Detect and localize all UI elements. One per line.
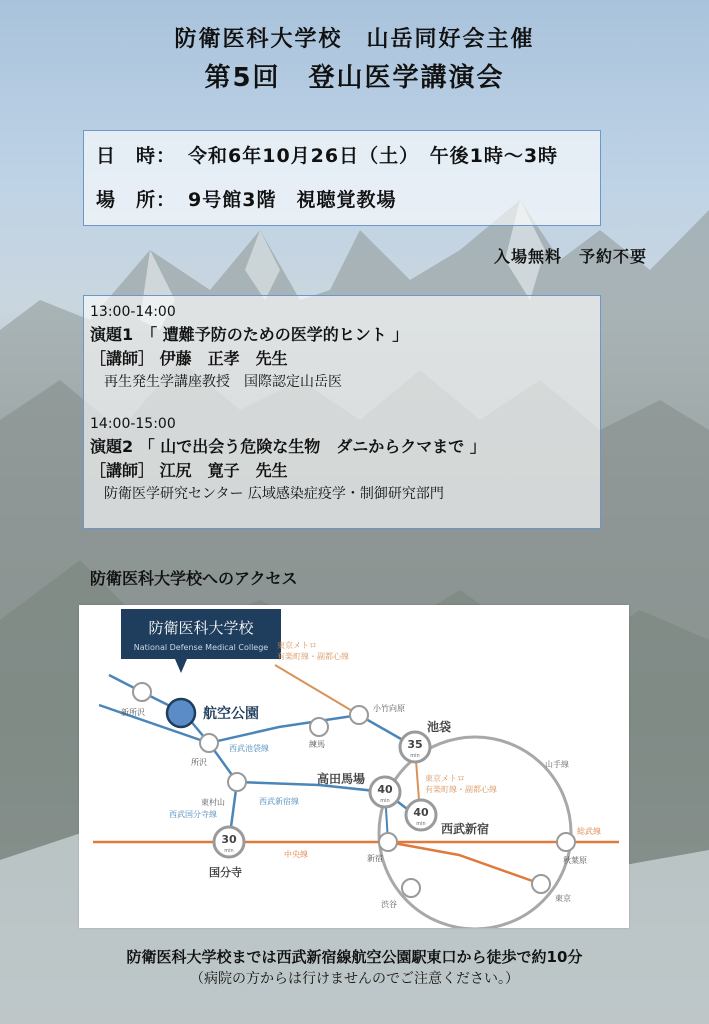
line-label-seibu-kokubunji: 西武国分寺線: [169, 810, 217, 819]
date-row: [96, 141, 600, 185]
line-label-metro-top-2: 有楽町線・副都心線: [277, 652, 349, 661]
time-unit-seibushinjuku: min: [416, 821, 426, 827]
lecture-1-affiliation: 再生発生学講座教授 国際認定山岳医: [104, 374, 342, 390]
station-shibuya: [402, 879, 420, 897]
station-shintokorozawa: [133, 683, 151, 701]
station-akihabara: [557, 833, 575, 851]
line-label-seibu-ikebukuro: 西武池袋線: [229, 744, 269, 753]
lecture-1-speaker: ［講師］ 伊藤 正孝 先生: [90, 349, 288, 368]
station-kotakemukaihara: [350, 706, 368, 724]
label-akihabara: 秋葉原: [563, 856, 587, 865]
time-unit-kokubunji: min: [224, 848, 234, 854]
lecture-1-title: 演題1 「 遭難予防のための医学的ヒント 」: [90, 325, 409, 344]
program-box: [83, 295, 601, 529]
line-label-metro-top-1: 東京メトロ: [277, 641, 317, 650]
access-title: 防衛医科大学校へのアクセス: [90, 569, 298, 588]
label-tokorozawa: 所沢: [191, 758, 207, 767]
date-label: 日 時：: [96, 145, 177, 167]
label-kotakemukaihara: 小竹向原: [373, 704, 405, 713]
chuo-tokyo-line: [388, 842, 541, 884]
station-nerima: [310, 718, 328, 736]
line-label-seibu-shinjuku: 西武新宿線: [259, 797, 299, 806]
label-tokyo: 東京: [555, 894, 571, 903]
lecture-2-affiliation: 防衛医学研究センター 広域感染症疫学・制御研究部門: [104, 486, 444, 502]
page-title: 第5回 登山医学講演会: [204, 63, 505, 93]
label-kokubunji: 国分寺: [209, 866, 242, 879]
time-ikebukuro: 35: [407, 738, 423, 751]
label-takadanobaba: 高田馬場: [317, 772, 366, 786]
place-value: 9号館3階 視聴覚教場: [188, 189, 397, 211]
line-label-sobu: 総武線: [577, 827, 601, 836]
station-tokyo: [532, 875, 550, 893]
label-nerima: 練馬: [309, 740, 325, 749]
lecture-2-title: 演題2 「 山で出会う危険な生物 ダニからクマまで 」: [90, 437, 486, 456]
lecture-1-time: 13:00-14:00: [90, 304, 176, 320]
time-unit-takadanobaba: min: [380, 798, 390, 804]
station-shinjuku: [379, 833, 397, 851]
lecture-2-time: 14:00-15:00: [90, 416, 176, 432]
place-row: [96, 185, 600, 229]
label-shintokorozawa: 新所沢: [121, 708, 145, 717]
access-map: [79, 605, 629, 928]
organizer-line: 防衛医科大学校 山岳同好会主催: [174, 27, 535, 52]
time-seibushinjuku: 40: [413, 806, 429, 819]
label-kokukoen: 航空公園: [203, 706, 259, 722]
station-higashimurayama: [228, 773, 246, 791]
time-unit-ikebukuro: min: [410, 753, 420, 759]
station-tokorozawa: [200, 734, 218, 752]
label-shibuya: 渋谷: [381, 900, 397, 909]
line-label-chuo: 中央線: [284, 850, 308, 859]
header: [0, 22, 709, 94]
line-label-metro-mid-2: 有楽町線・副都心線: [425, 785, 497, 794]
route-map-svg: [79, 605, 629, 928]
label-higashimurayama: 東村山: [201, 798, 225, 807]
footer-directions: 防衛医科大学校までは西武新宿線航空公園駅東口から徒歩で約10分: [126, 948, 583, 966]
footer-caution: （病院の方からは行けませんのでご注意ください。）: [190, 971, 519, 987]
line-label-yamanote: 山手線: [545, 760, 569, 769]
time-takadanobaba: 40: [377, 783, 393, 796]
event-info-box: [83, 130, 601, 226]
lecture-2-speaker: ［講師］ 江尻 寛子 先生: [90, 461, 288, 480]
place-label: 場 所：: [96, 189, 177, 211]
callout-en: National Defense Medical College: [133, 643, 269, 652]
callout-ja: 防衛医科大学校: [148, 619, 254, 637]
time-kokubunji: 30: [221, 833, 237, 846]
callout-pointer: [175, 659, 187, 673]
admission-notice: 入場無料 予約不要: [493, 247, 647, 266]
footer: [0, 946, 709, 990]
label-seibushinjuku: 西武新宿: [441, 822, 490, 836]
label-shinjuku: 新宿: [367, 854, 383, 863]
label-ikebukuro: 池袋: [427, 720, 452, 734]
date-value: 令和6年10月26日（土） 午後1時～3時: [188, 145, 559, 167]
station-kokukoen: [167, 699, 195, 727]
line-label-metro-mid-1: 東京メトロ: [425, 774, 465, 783]
